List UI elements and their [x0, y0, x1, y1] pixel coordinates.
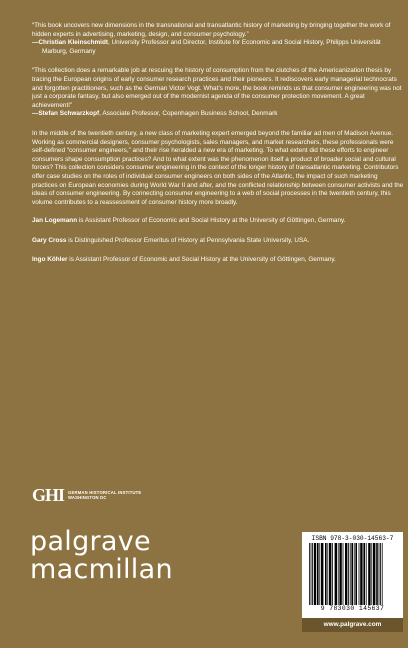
editor-name: Jan Logemann	[32, 217, 78, 225]
quote-affiliation: , University Professor and Director, Institute for Economic and Social History, Philipps Universität Marburg, Germany	[42, 39, 381, 55]
barcode-bar	[314, 543, 316, 605]
barcode-digits: 9 783030 145637	[320, 605, 385, 612]
ghi-name: GERMAN HISTORICAL INSTITUTE	[68, 489, 142, 495]
barcode-bar	[366, 543, 367, 605]
barcode-bar	[373, 543, 375, 605]
barcode-bar	[309, 543, 310, 605]
back-cover-text	[32, 22, 404, 276]
barcode-bar	[380, 543, 381, 605]
barcode-bar	[311, 543, 312, 605]
editor-name: Ingo Köhler	[32, 256, 68, 264]
barcode-bar	[382, 543, 383, 605]
editor-bio-text: is Distinguished Professor Emeritus of History at Pennsylvania State University, USA.	[66, 236, 310, 244]
editor-bio-text: is Assistant Professor of Economic and Social History at the University of Göttingen, Germany.	[77, 217, 346, 225]
quote-attribution	[32, 39, 404, 56]
editor-bio	[32, 237, 404, 246]
barcode-bar	[319, 543, 320, 605]
barcode-bar	[348, 543, 349, 605]
barcode-image	[306, 543, 399, 605]
ghi-location: WASHINGTON DC	[68, 495, 107, 500]
barcode-bar	[339, 543, 341, 605]
barcode-bar	[312, 543, 313, 605]
quote-author: —Stefan Schwarzkopf	[32, 110, 100, 118]
publisher-line-1: palgrave	[30, 526, 151, 557]
barcode-bar	[371, 543, 372, 605]
barcode-bar	[354, 543, 355, 605]
ghi-logo	[32, 486, 141, 504]
quote-affiliation: , Associate Professor, Copenhagen Business School, Denmark	[99, 110, 278, 118]
publisher-logo	[30, 528, 173, 584]
ghi-logo-text	[68, 490, 141, 501]
barcode-bar	[363, 543, 365, 605]
barcode-bar	[335, 543, 337, 605]
quote-text: “This collection does a remarkable job at rescuing the history of consumption from the clutches of the Americanization thesis by tracing the European origins of early consumer research practices and their pioneers. It rediscovers early managerial technocrats and forgotten practitioners, such as the German Victor Vogt. What’s more, the book reminds us that consumer engineering was not just a corporate fantasy, but also emerged out of the modernist agenda of the consumer protection movement. A great achievement!”	[32, 67, 402, 109]
barcode-bar	[379, 543, 380, 605]
editor-bio	[32, 256, 404, 265]
quote-attribution	[32, 110, 404, 119]
endorsement-quote	[32, 22, 404, 56]
barcode-bar	[360, 543, 362, 605]
quote-author: —Christian Kleinschmidt	[32, 39, 108, 47]
barcode-bar	[332, 543, 333, 605]
barcode-bar	[317, 543, 319, 605]
barcode-bar	[338, 543, 339, 605]
barcode-bar	[343, 543, 344, 605]
barcode-bar	[325, 543, 327, 605]
barcode-bar	[321, 543, 323, 605]
barcode-bar	[359, 543, 360, 605]
isbn-label: ISBN 978-3-030-14563-7	[311, 535, 394, 542]
publisher-website: www.palgrave.com	[302, 618, 403, 632]
barcode-bar	[329, 543, 331, 605]
barcode-bar	[376, 543, 378, 605]
publisher-line-2: macmillan	[30, 554, 173, 585]
ghi-logo-mark: GHI	[32, 485, 65, 505]
barcode-bar	[345, 543, 347, 605]
barcode-bar	[368, 543, 370, 605]
barcode-bar	[350, 543, 351, 605]
endorsement-quote	[32, 67, 404, 119]
barcode-bar	[355, 543, 357, 605]
barcode-bar	[351, 543, 353, 605]
editor-name: Gary Cross	[32, 236, 67, 244]
editor-bio-text: is Assistant Professor of Economic and Social History at the University of Göttingen, Germany.	[67, 256, 336, 264]
book-description: In the middle of the twentieth century, a new class of marketing expert emerged beyond the familiar ad men of Madison Avenue. Working as commercial designers, consumer psychologists, sales managers, and market researchers, these professionals were self-defined “consumer engineers,” and their rise heralded a new era of marketing. To what extent did these efforts to engineer consumers shape consumption practices? And to what extent was the phenomenon itself a product of broader social and cultural forces? This collection considers consumer engineering in the context of the longer history of transatlantic marketing. Contributors offer case studies on the roles of individual consumer engineers on both sides of the Atlantic, the impact of such marketing practices on European economies during World War II and after, and the conflicted relationship between consumer activists and the ideas of consumer engineering. By connecting consumer engineering to a web of social processes in the twentieth century, this volume contributes to a reassessment of consumer history more broadly.	[32, 129, 404, 206]
barcode-bar	[327, 543, 328, 605]
barcode-box	[302, 532, 403, 618]
editor-bio	[32, 217, 404, 226]
quote-text: “This book uncovers new dimensions in the transnational and transatlantic history of marketing by bringing together the work of hidden experts in advertising, marketing, design, and consumer psychology.”	[32, 22, 391, 38]
